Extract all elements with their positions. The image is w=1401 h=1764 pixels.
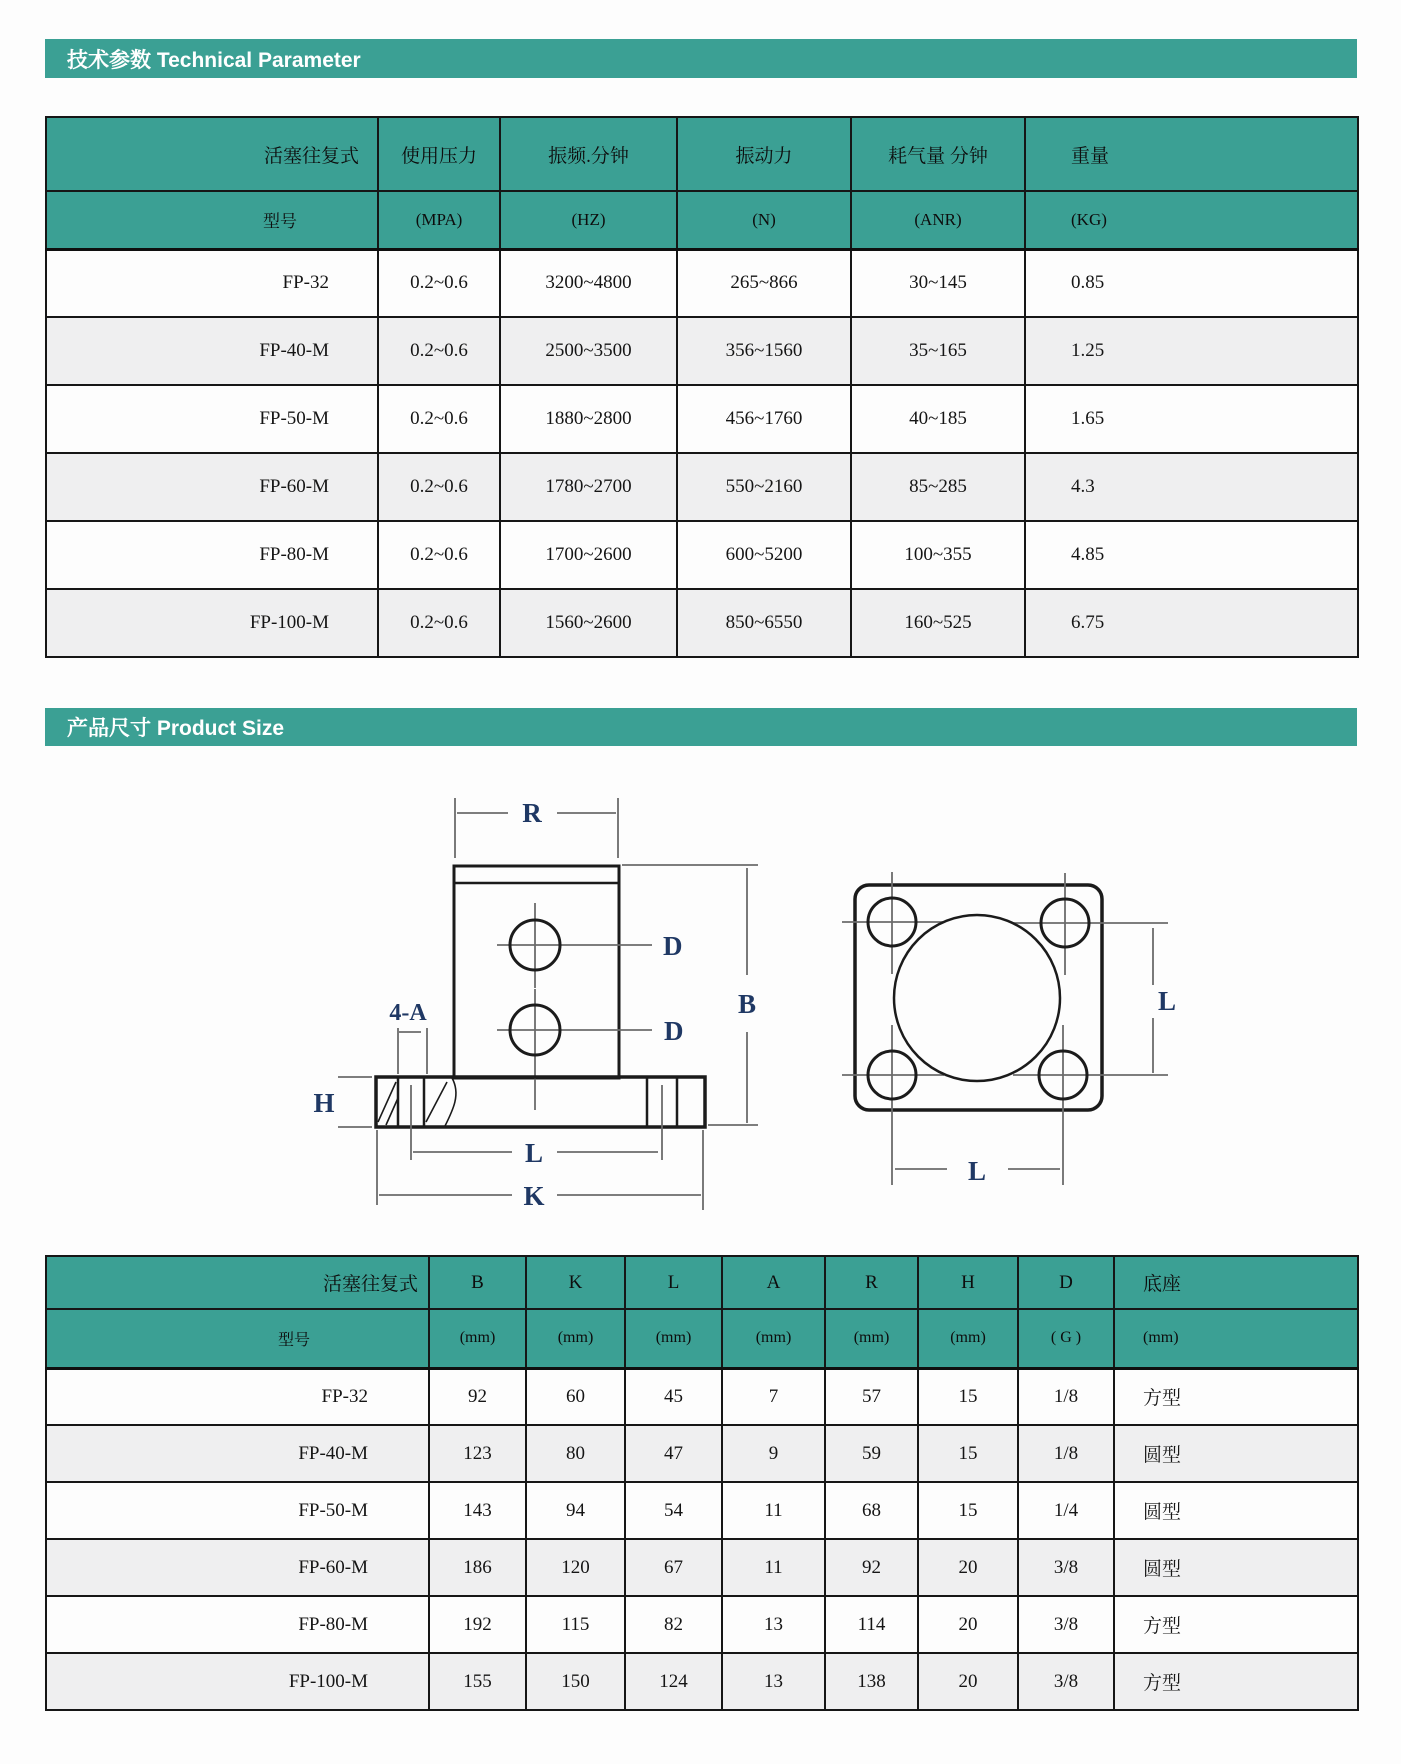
cell-model: FP-100-M: [46, 589, 378, 657]
cell: 1780~2700: [500, 453, 677, 521]
cell: 7: [722, 1368, 825, 1425]
col-header-unit: (HZ): [500, 191, 677, 249]
cell: 方型: [1114, 1653, 1358, 1710]
vibrator-body-outline: [454, 866, 619, 1078]
cell-model: FP-32: [46, 1368, 429, 1425]
col-header: A: [722, 1256, 825, 1309]
col-header-unit: (mm): [722, 1309, 825, 1368]
col-header: 活塞往复式: [46, 1256, 429, 1309]
cell-model: FP-50-M: [46, 1482, 429, 1539]
cell: 59: [825, 1425, 918, 1482]
cell: 100~355: [851, 521, 1025, 589]
cell: 356~1560: [677, 317, 851, 385]
cell: 1/4: [1018, 1482, 1114, 1539]
table-row: [46, 453, 1358, 521]
section-title-product-size: 产品尺寸 Product Size: [45, 708, 1357, 746]
cell: 方型: [1114, 1368, 1358, 1425]
col-header: 底座: [1114, 1256, 1358, 1309]
cell: 2500~3500: [500, 317, 677, 385]
col-header-unit: (ANR): [851, 191, 1025, 249]
col-header: H: [918, 1256, 1018, 1309]
table-units-row: [46, 191, 1358, 249]
col-header-unit: 型号: [46, 191, 378, 249]
table-row: [46, 1653, 1358, 1710]
cell: 0.85: [1025, 249, 1358, 317]
cell: 47: [625, 1425, 722, 1482]
cell: 456~1760: [677, 385, 851, 453]
dim-label-r: R: [522, 798, 542, 828]
cell: 192: [429, 1596, 526, 1653]
col-header: K: [526, 1256, 625, 1309]
dim-label-l-bottom: L: [967, 1156, 987, 1186]
cell: 115: [526, 1596, 625, 1653]
col-header-unit: (N): [677, 191, 851, 249]
cell-model: FP-100-M: [46, 1653, 429, 1710]
cell: 143: [429, 1482, 526, 1539]
col-header: L: [625, 1256, 722, 1309]
table-row: [46, 1482, 1358, 1539]
cell: 0.2~0.6: [378, 249, 500, 317]
cell: 68: [825, 1482, 918, 1539]
dim-label-b: B: [737, 989, 757, 1019]
cell: 54: [625, 1482, 722, 1539]
cell-model: FP-40-M: [46, 1425, 429, 1482]
cell: 3/8: [1018, 1596, 1114, 1653]
cell: 1.65: [1025, 385, 1358, 453]
cell: 57: [825, 1368, 918, 1425]
cell: 3200~4800: [500, 249, 677, 317]
cell: 1560~2600: [500, 589, 677, 657]
cell: 20: [918, 1653, 1018, 1710]
cell: 15: [918, 1368, 1018, 1425]
cell: 85~285: [851, 453, 1025, 521]
cell: 80: [526, 1425, 625, 1482]
cell: 138: [825, 1653, 918, 1710]
cell: 0.2~0.6: [378, 521, 500, 589]
col-header: 重量: [1025, 117, 1358, 191]
col-header: 使用压力: [378, 117, 500, 191]
table-header-row: [46, 117, 1358, 191]
col-header: 耗气量 分钟: [851, 117, 1025, 191]
dim-label-4a: 4-A: [389, 1000, 427, 1026]
cell: 92: [429, 1368, 526, 1425]
cell: 0.2~0.6: [378, 385, 500, 453]
cell: 114: [825, 1596, 918, 1653]
cell-model: FP-80-M: [46, 521, 378, 589]
dim-label-d-bottom: D: [664, 1016, 684, 1046]
table-row: [46, 521, 1358, 589]
cell-model: FP-80-M: [46, 1596, 429, 1653]
col-header-unit: ( G ): [1018, 1309, 1114, 1368]
dim-label-k: K: [523, 1181, 545, 1211]
cell: 30~145: [851, 249, 1025, 317]
cell: 60: [526, 1368, 625, 1425]
col-header-unit: (MPA): [378, 191, 500, 249]
dim-label-l-right: L: [1158, 986, 1177, 1016]
col-header: R: [825, 1256, 918, 1309]
cell: 0.2~0.6: [378, 589, 500, 657]
dim-label-l-side: L: [524, 1138, 544, 1168]
product-dimension-drawings: [45, 750, 1357, 1255]
col-header: D: [1018, 1256, 1114, 1309]
cell: 45: [625, 1368, 722, 1425]
cell: 圆型: [1114, 1482, 1358, 1539]
table-row: [46, 317, 1358, 385]
col-header-unit: (mm): [625, 1309, 722, 1368]
table-units-row: [46, 1309, 1358, 1368]
cell: 600~5200: [677, 521, 851, 589]
col-header: 振频.分钟: [500, 117, 677, 191]
top-view-drawing: [842, 872, 1176, 1186]
cell: 1700~2600: [500, 521, 677, 589]
cell: 11: [722, 1482, 825, 1539]
col-header-unit: 型号: [46, 1309, 429, 1368]
cell: 550~2160: [677, 453, 851, 521]
table-row: [46, 1425, 1358, 1482]
cell: 40~185: [851, 385, 1025, 453]
cell: 0.2~0.6: [378, 317, 500, 385]
cell: 11: [722, 1539, 825, 1596]
cell: 1880~2800: [500, 385, 677, 453]
col-header: B: [429, 1256, 526, 1309]
dim-label-d-top: D: [663, 931, 683, 961]
col-header-unit: (mm): [825, 1309, 918, 1368]
cell: 15: [918, 1482, 1018, 1539]
table-row: [46, 1596, 1358, 1653]
cell: 92: [825, 1539, 918, 1596]
section-title-technical-parameter: 技术参数 Technical Parameter: [45, 39, 1357, 78]
cell: 94: [526, 1482, 625, 1539]
cell: 160~525: [851, 589, 1025, 657]
cell: 0.2~0.6: [378, 453, 500, 521]
col-header: 振动力: [677, 117, 851, 191]
cell: 155: [429, 1653, 526, 1710]
col-header-unit: (mm): [526, 1309, 625, 1368]
cell: 方型: [1114, 1596, 1358, 1653]
cell: 4.3: [1025, 453, 1358, 521]
table-row: [46, 1368, 1358, 1425]
col-header-unit: (mm): [1114, 1309, 1358, 1368]
cell: 850~6550: [677, 589, 851, 657]
cell: 120: [526, 1539, 625, 1596]
col-header-unit: (mm): [429, 1309, 526, 1368]
cell: 123: [429, 1425, 526, 1482]
table-row: [46, 385, 1358, 453]
cell: 150: [526, 1653, 625, 1710]
cell-model: FP-40-M: [46, 317, 378, 385]
cell: 13: [722, 1653, 825, 1710]
base-flange-outline: [376, 1077, 705, 1127]
cell-model: FP-50-M: [46, 385, 378, 453]
cell: 124: [625, 1653, 722, 1710]
cell: 20: [918, 1539, 1018, 1596]
cell: 4.85: [1025, 521, 1358, 589]
table-row: [46, 249, 1358, 317]
cell: 186: [429, 1539, 526, 1596]
cell: 265~866: [677, 249, 851, 317]
cell: 35~165: [851, 317, 1025, 385]
col-header: 活塞往复式: [46, 117, 378, 191]
cell: 3/8: [1018, 1539, 1114, 1596]
cell-model: FP-32: [46, 249, 378, 317]
side-view-drawing: [313, 798, 758, 1211]
table-header-row: [46, 1256, 1358, 1309]
cell: 9: [722, 1425, 825, 1482]
cell: 圆型: [1114, 1539, 1358, 1596]
cell: 圆型: [1114, 1425, 1358, 1482]
cell-model: FP-60-M: [46, 453, 378, 521]
cell: 6.75: [1025, 589, 1358, 657]
cell: 20: [918, 1596, 1018, 1653]
cell: 67: [625, 1539, 722, 1596]
cell: 1/8: [1018, 1425, 1114, 1482]
cell: 1/8: [1018, 1368, 1114, 1425]
table-row: [46, 1539, 1358, 1596]
dim-label-h: H: [313, 1088, 335, 1118]
col-header-unit: (KG): [1025, 191, 1358, 249]
cell: 1.25: [1025, 317, 1358, 385]
cell: 13: [722, 1596, 825, 1653]
cell-model: FP-60-M: [46, 1539, 429, 1596]
cell: 3/8: [1018, 1653, 1114, 1710]
center-bore: [894, 915, 1060, 1081]
table-row: [46, 589, 1358, 657]
technical-parameter-table: [45, 116, 1359, 658]
col-header-unit: (mm): [918, 1309, 1018, 1368]
cell: 82: [625, 1596, 722, 1653]
product-size-table: [45, 1255, 1359, 1711]
cell: 15: [918, 1425, 1018, 1482]
